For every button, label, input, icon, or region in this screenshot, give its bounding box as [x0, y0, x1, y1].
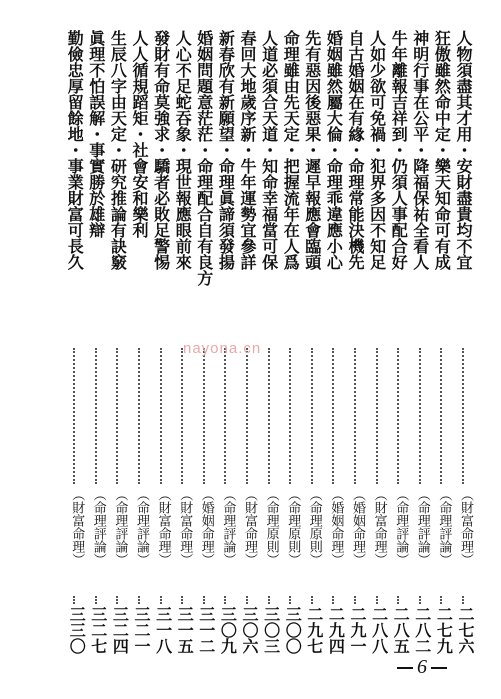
leader-dots [246, 348, 252, 484]
toc-entry-page: 三一八 [153, 606, 173, 654]
leader-dots-short [289, 596, 295, 604]
leader-dots-short [376, 596, 382, 604]
toc-entry-page: 三二四 [110, 606, 130, 654]
toc-entry-title: 人人循規蹈矩・社會安和樂利 [130, 30, 149, 238]
toc-entry [106, 30, 130, 654]
leader-dots [138, 348, 144, 484]
toc-entry-page: 二九七 [304, 606, 324, 654]
toc-entry-page: 二九四 [326, 606, 346, 654]
leader-dots [397, 348, 403, 484]
leader-dots [116, 348, 122, 484]
toc-entry-category: （財富命理） [371, 488, 387, 566]
leader-dots [419, 348, 425, 484]
leader-dots [311, 348, 317, 484]
toc-entry-category: （命理評論） [436, 488, 452, 566]
leader-dots [203, 348, 209, 484]
leader-dots-short [138, 596, 144, 604]
toc-entry-category: （命理原則） [263, 488, 279, 566]
toc-entry-category: （婚姻命理） [328, 488, 344, 566]
toc-entry-title: 眞理不怕誤解・事實勝於雄辯 [86, 30, 106, 238]
toc-entry [344, 30, 368, 654]
toc-entry-page: 三〇三 [261, 606, 281, 654]
toc-entry [63, 30, 87, 654]
toc-entry-category: （財富命理） [177, 488, 193, 566]
watermark: nayona.cn [183, 340, 262, 357]
toc-entry [409, 30, 433, 654]
toc-entry [366, 30, 390, 654]
leader-dots [332, 348, 338, 484]
leader-dots-short [224, 596, 230, 604]
toc-entry-title: 勤儉忠厚留餘地・事業財富可長久 [65, 30, 85, 270]
leader-dots-short [419, 596, 425, 604]
toc-entry-category: （財富命理） [155, 488, 171, 566]
toc-entry-category: （財富命理） [69, 488, 85, 566]
leader-dots-short [268, 596, 274, 604]
toc-entry-category: （命理評論） [393, 488, 409, 566]
page-folio [393, 656, 451, 679]
toc-entry [279, 30, 303, 654]
toc-entry-category: （命理評論） [220, 488, 236, 566]
leader-dots-short [440, 596, 446, 604]
toc-entry-title: 人物須盡其才用・安財盡貴均不宜 [454, 30, 473, 270]
folio-dash-right [431, 667, 447, 669]
toc-entry-category: （財富命理） [458, 488, 473, 566]
toc-entry-title: 發財有命莫強求・驕者必敗足警惕 [151, 30, 171, 270]
toc-entry [452, 30, 476, 654]
toc-entry-title: 神明行事在公平・降福保祐全看人 [410, 30, 430, 270]
toc-entry-page: 二八八 [369, 606, 389, 654]
toc-entry-title: 人如少欲可免禍・犯界多因不知足 [367, 30, 387, 270]
leader-dots-short [397, 596, 403, 604]
folio-dash-left [397, 667, 413, 669]
toc-entry-title: 牛年離報吉祥到・仍須人事配合好 [389, 30, 409, 270]
leader-dots [354, 348, 360, 484]
toc-entry-page: 三一五 [175, 606, 195, 654]
toc-entry-title: 先有惡因後惡果・遲早報應會臨頭 [302, 30, 322, 270]
toc-entry [85, 30, 109, 654]
leader-dots [160, 348, 166, 484]
toc-entry-page: 三〇〇 [283, 606, 303, 654]
leader-dots [462, 348, 468, 484]
toc-entry-page: 二七九 [434, 606, 454, 654]
toc-entry-category: （命理評論） [414, 488, 430, 566]
toc-entry-page: 三三〇 [67, 606, 87, 654]
leader-dots [440, 348, 446, 484]
toc-entry-page: 二九一 [348, 606, 367, 654]
toc-entry-category: （財富命理） [242, 488, 257, 566]
leader-dots-short [332, 596, 338, 604]
leader-dots-short [160, 596, 166, 604]
toc-entry-title: 婚姻問題意茫茫・命理配合自有良方 [194, 30, 214, 286]
toc-entry-page: 三〇九 [218, 606, 238, 654]
leader-dots-short [181, 596, 187, 604]
toc-entry-category: （命理評論） [90, 488, 106, 566]
leader-dots [268, 348, 274, 484]
leader-dots-short [203, 596, 209, 604]
leader-dots-short [116, 596, 122, 604]
leader-dots [73, 348, 79, 484]
leader-dots-short [354, 596, 360, 604]
toc-entry-page: 三〇六 [240, 606, 259, 654]
leader-dots-short [311, 596, 317, 604]
leader-dots-short [462, 596, 468, 604]
toc-entry-page: 二七六 [456, 606, 475, 654]
toc-entry-page: 三一二 [196, 606, 216, 654]
toc-entry-title: 命理雖由先天定・把握流年在人爲 [281, 30, 301, 270]
toc-entry-title: 人心不足蛇吞象・現世報應眼前來 [173, 30, 193, 270]
toc-entry-title: 春回大地歲序新・牛年運勢宜參詳 [238, 30, 257, 270]
toc-entry-title: 狂傲雖然命中定・樂天知命可有成 [432, 30, 452, 270]
toc-entry-title: 人道必須合天道・知命幸福當可保 [259, 30, 279, 270]
toc-entry-title: 自古婚姻在有緣・命理常能決機先 [346, 30, 365, 270]
toc-entry-title: 生辰八字由天定・研究推論有訣竅 [108, 30, 128, 270]
toc-entry-page: 二八二 [412, 606, 432, 654]
toc-entry-category: （命理原則） [285, 488, 301, 566]
toc-entry [430, 30, 454, 654]
leader-dots-short [73, 596, 79, 604]
toc-entry-category: （婚姻命理） [350, 488, 365, 566]
toc-entry [322, 30, 346, 654]
toc-entry [301, 30, 325, 654]
toc-entry-page: 二八五 [391, 606, 411, 654]
leader-dots [289, 348, 295, 484]
leader-dots [224, 348, 230, 484]
toc-entry-category: （命理評論） [112, 488, 128, 566]
toc-entry-category: （命理評論） [134, 488, 149, 566]
toc-entry-page: 三二七 [88, 606, 108, 654]
toc-entry-title: 新春欣有新願望・命理眞諦須發揚 [216, 30, 236, 270]
folio-number: 6 [417, 656, 427, 678]
leader-dots [181, 348, 187, 484]
toc-entry [150, 30, 174, 654]
leader-dots [95, 348, 101, 484]
toc-entry-title: 婚姻雖然屬大倫・命理乖違應小心 [324, 30, 344, 270]
leader-dots [376, 348, 382, 484]
leader-dots-short [246, 596, 252, 604]
toc-entry-page: 三二一 [132, 606, 151, 654]
toc-entry [128, 30, 152, 654]
toc-entry-category: （命理原則） [306, 488, 322, 566]
toc-entry-category: （婚姻命理） [198, 488, 214, 566]
toc-entry [387, 30, 411, 654]
leader-dots-short [95, 596, 101, 604]
